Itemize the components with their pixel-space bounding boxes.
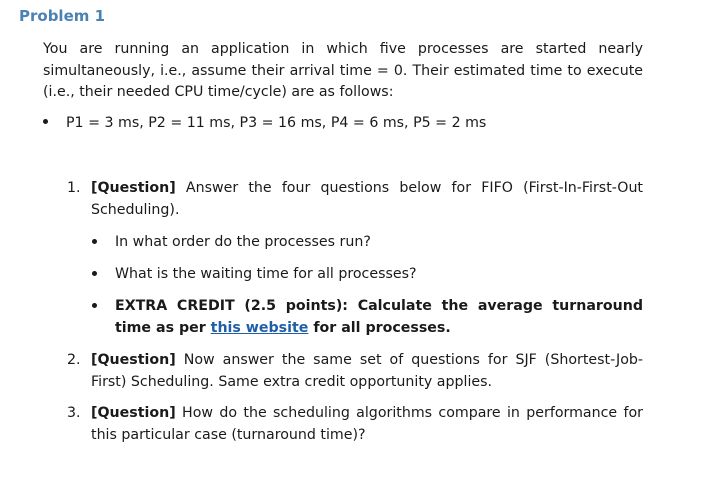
problem-heading: Problem 1 xyxy=(19,7,106,25)
question-body: Answer the four questions below for FIFO (First-In-First-Out Scheduling). xyxy=(91,180,643,218)
subquestion-order xyxy=(91,232,643,254)
problem-intro: You are running an application in which five processes are started nearly simultaneously, i.e., assume their arrival time = 0. Their estimated time to execute (i.e., their needed CPU time/cycle) are as follows: xyxy=(43,41,643,100)
bullet-icon xyxy=(43,119,48,124)
question-body: Now answer the same set of questions for SJF (Shortest-Job-First) Scheduling. Same extra credit opportunity applies. xyxy=(91,352,643,390)
question-number: 2. xyxy=(67,352,81,368)
question-tag: [Question] xyxy=(91,180,176,196)
question-tag: [Question] xyxy=(91,352,176,368)
extra-credit-before: EXTRA CREDIT (2.5 points): Calculate the average turnaround time as per xyxy=(115,298,643,336)
question-text xyxy=(91,178,643,221)
question-3 xyxy=(67,403,643,446)
subquestion-text: In what order do the processes run? xyxy=(115,234,371,250)
question-1 xyxy=(67,178,643,221)
bullet-icon xyxy=(92,239,97,244)
question-tag: [Question] xyxy=(91,405,176,421)
question-body: How do the scheduling algorithms compare in performance for this particular case (turnaround time)? xyxy=(91,405,643,443)
extra-credit-text xyxy=(115,296,643,339)
subquestion-extra-credit xyxy=(91,296,643,339)
question-number: 3. xyxy=(67,405,81,421)
bullet-icon xyxy=(92,303,97,308)
question-text xyxy=(91,350,643,393)
subquestion-waiting xyxy=(91,264,643,286)
process-times: P1 = 3 ms, P2 = 11 ms, P3 = 16 ms, P4 = 6 ms, P5 = 2 ms xyxy=(66,115,487,131)
question-2 xyxy=(67,350,643,393)
bullet-icon xyxy=(92,271,97,276)
subquestion-text: What is the waiting time for all processes? xyxy=(115,266,417,282)
extra-credit-after: for all processes. xyxy=(308,319,451,336)
this-website-link[interactable]: this website xyxy=(210,319,309,336)
question-text xyxy=(91,403,643,446)
question-number: 1. xyxy=(67,180,81,196)
process-times-bullet xyxy=(43,115,486,131)
